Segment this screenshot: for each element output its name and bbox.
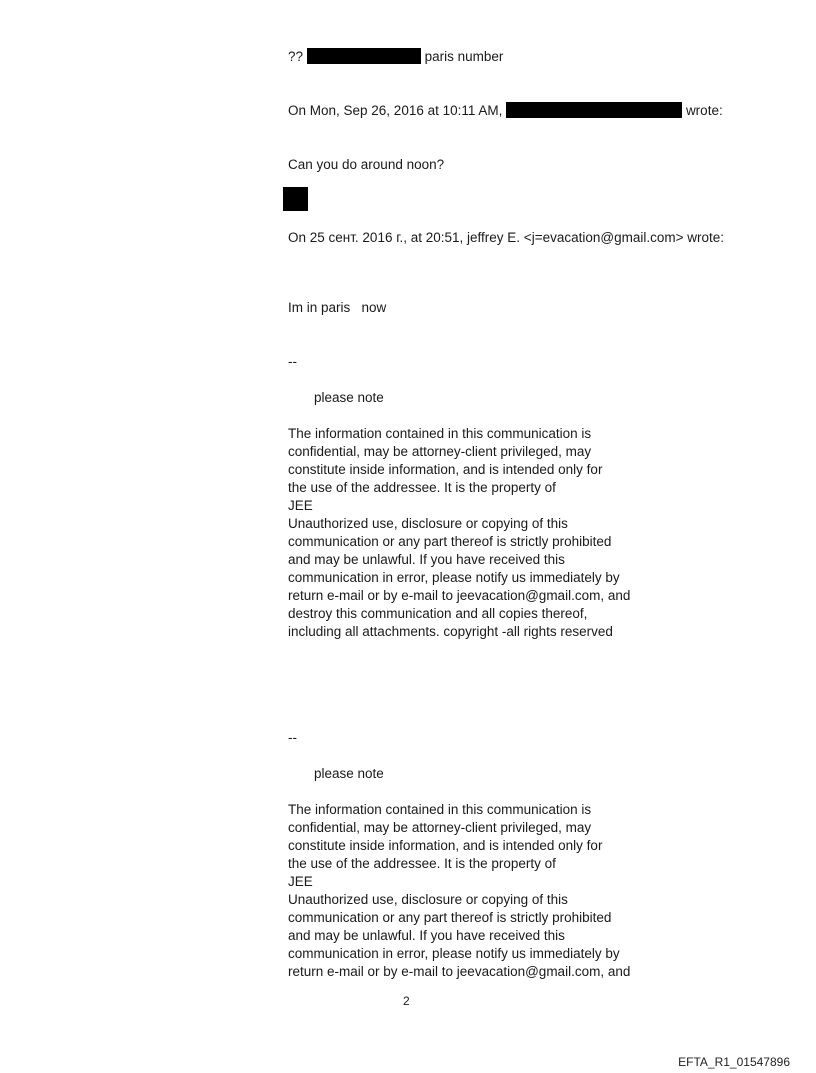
bates-number: EFTA_R1_01547896 — [678, 1055, 790, 1069]
quoted-header: On 25 сент. 2016 г., at 20:51, jeffrey E. <j=evacation@gmail.com> wrote: — [288, 230, 724, 245]
disclaimer-line: the use of the addressee. It is the property of — [288, 480, 556, 495]
reply-header-prefix: On Mon, Sep 26, 2016 at 10:11 AM, — [288, 103, 503, 118]
redaction-box — [283, 187, 308, 211]
disclaimer-line: confidential, may be attorney-client privileged, may — [288, 444, 592, 459]
subject-line — [288, 48, 503, 66]
please-note-label: please note — [314, 766, 384, 781]
signature-separator: -- — [288, 354, 297, 369]
disclaimer-line: JEE — [288, 498, 313, 513]
reply-header-suffix: wrote: — [685, 103, 723, 118]
please-note-label: please note — [314, 390, 384, 405]
reply-header — [288, 102, 723, 120]
disclaimer-line: return e-mail or by e-mail to jeevacation@gmail.com, and — [288, 964, 631, 979]
disclaimer-line: confidential, may be attorney-client privileged, may — [288, 820, 592, 835]
disclaimer-line: destroy this communication and all copies thereof, — [288, 606, 588, 621]
disclaimer-line: and may be unlawful. If you have received this — [288, 928, 565, 943]
disclaimer-line: Unauthorized use, disclosure or copying of this — [288, 892, 568, 907]
disclaimer-line: communication in error, please notify us immediately by — [288, 946, 620, 961]
redaction-box — [307, 48, 421, 64]
disclaimer-line: constitute inside information, and is intended only for — [288, 462, 603, 477]
quoted-body: Im in paris now — [288, 300, 387, 315]
page-number: 2 — [403, 994, 410, 1008]
reply-body: Can you do around noon? — [288, 157, 445, 172]
disclaimer-line: communication in error, please notify us immediately by — [288, 570, 620, 585]
line1-prefix: ?? — [288, 49, 304, 64]
disclaimer-line: including all attachments. copyright -all rights reserved — [288, 624, 613, 639]
disclaimer-line: Unauthorized use, disclosure or copying of this — [288, 516, 568, 531]
disclaimer-line: return e-mail or by e-mail to jeevacation@gmail.com, and — [288, 588, 631, 603]
signature-separator: -- — [288, 730, 297, 745]
line1-suffix: paris number — [424, 49, 504, 64]
disclaimer-line: The information contained in this communication is — [288, 426, 592, 441]
disclaimer-line: communication or any part thereof is strictly prohibited — [288, 910, 612, 925]
confidentiality-disclaimer — [288, 425, 630, 641]
disclaimer-line: communication or any part thereof is strictly prohibited — [288, 534, 612, 549]
redaction-box — [506, 102, 682, 118]
disclaimer-line: constitute inside information, and is intended only for — [288, 838, 603, 853]
disclaimer-line: JEE — [288, 874, 313, 889]
disclaimer-line: the use of the addressee. It is the property of — [288, 856, 556, 871]
confidentiality-disclaimer — [288, 801, 630, 981]
disclaimer-line: The information contained in this communication is — [288, 802, 592, 817]
disclaimer-line: and may be unlawful. If you have received this — [288, 552, 565, 567]
